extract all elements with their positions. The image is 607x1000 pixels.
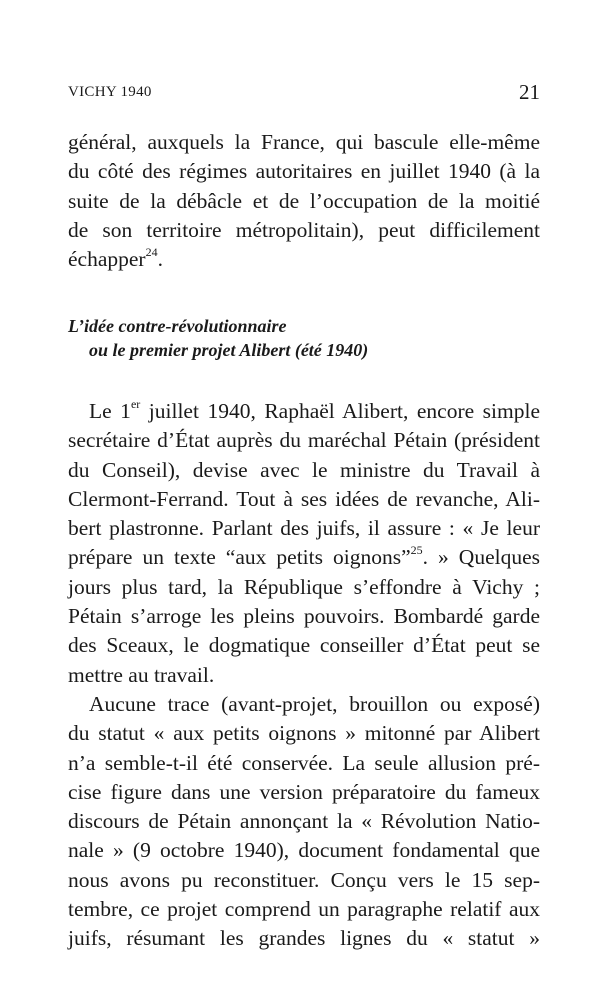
text-line: cise figure dans une version préparatoire du fameux bbox=[68, 779, 540, 804]
text-line: juifs, résumant les grandes lignes du « statut » bbox=[68, 926, 540, 951]
paragraph-1 bbox=[68, 128, 540, 274]
running-head bbox=[68, 80, 540, 104]
running-title: VICHY 1940 bbox=[68, 84, 152, 100]
text-line: du statut « aux petits oignons » mitonné par Alibert bbox=[68, 721, 540, 746]
text-line: jours plus tard, la République s’effondre à Vichy ; bbox=[68, 574, 540, 599]
text-line: n’a semble-t-il été conservée. La seule allusion pré- bbox=[68, 750, 540, 775]
text-line bbox=[68, 543, 540, 572]
line-text: Le 1 bbox=[89, 399, 131, 423]
text-line bbox=[68, 245, 540, 274]
text-line: des Sceaux, le dogmatique conseiller d’État peut se bbox=[68, 633, 540, 658]
text-line: Clermont-Ferrand. Tout à ses idées de revanche, Ali- bbox=[68, 486, 540, 511]
footnote-ref-25: 25 bbox=[410, 543, 423, 558]
text-line: tembre, ce projet comprend un paragraphe relatif aux bbox=[68, 897, 540, 922]
line-text: échapper bbox=[68, 247, 146, 272]
text-line: suite de la débâcle et de l’occupation de la moitié bbox=[68, 188, 540, 213]
line-text: . » Quelques bbox=[422, 545, 541, 570]
text-line: du Conseil), devise avec le ministre du Travail à bbox=[68, 457, 540, 482]
section-heading-line-2: ou le premier projet Alibert (été 1940) bbox=[89, 340, 369, 360]
text-line: du côté des régimes autoritaires en juillet 1940 (à la bbox=[68, 159, 540, 184]
line-text: . bbox=[157, 247, 163, 272]
section-heading bbox=[68, 314, 540, 362]
text-line: de son territoire métropolitain), peut difficilement bbox=[68, 217, 540, 242]
paragraph-3 bbox=[68, 690, 540, 954]
paragraph-2 bbox=[68, 397, 540, 690]
text-line: discours de Pétain annonçant la « Révolution Natio- bbox=[68, 809, 540, 834]
text-line: Pétain s’arroge les pleins pouvoirs. Bombardé garde bbox=[68, 604, 540, 629]
line-text: prépare un texte “aux petits oignons” bbox=[68, 545, 411, 570]
text-line: nous avons pu reconstituer. Conçu vers le 15 sep- bbox=[68, 867, 540, 892]
page-number: 21 bbox=[519, 80, 540, 104]
section-heading-line-1: L’idée contre-révolutionnaire bbox=[68, 316, 287, 336]
ordinal-superscript: er bbox=[130, 396, 141, 411]
line-text: juillet 1940, Raphaël Alibert, encore simple bbox=[140, 399, 540, 423]
text-line: nale » (9 octobre 1940), document fondamental que bbox=[68, 838, 540, 863]
text-line: général, auxquels la France, qui bascule elle-même bbox=[68, 130, 540, 154]
text-line: mettre au travail. bbox=[68, 662, 215, 687]
text-line: secrétaire d’État auprès du maréchal Pétain (président bbox=[68, 428, 540, 453]
text-line bbox=[68, 397, 540, 426]
text-line: Aucune trace (avant-projet, brouillon ou exposé) bbox=[89, 692, 540, 716]
text-line: bert plastronne. Parlant des juifs, il assure : « Je leur bbox=[68, 516, 540, 541]
footnote-ref-24: 24 bbox=[145, 245, 158, 260]
